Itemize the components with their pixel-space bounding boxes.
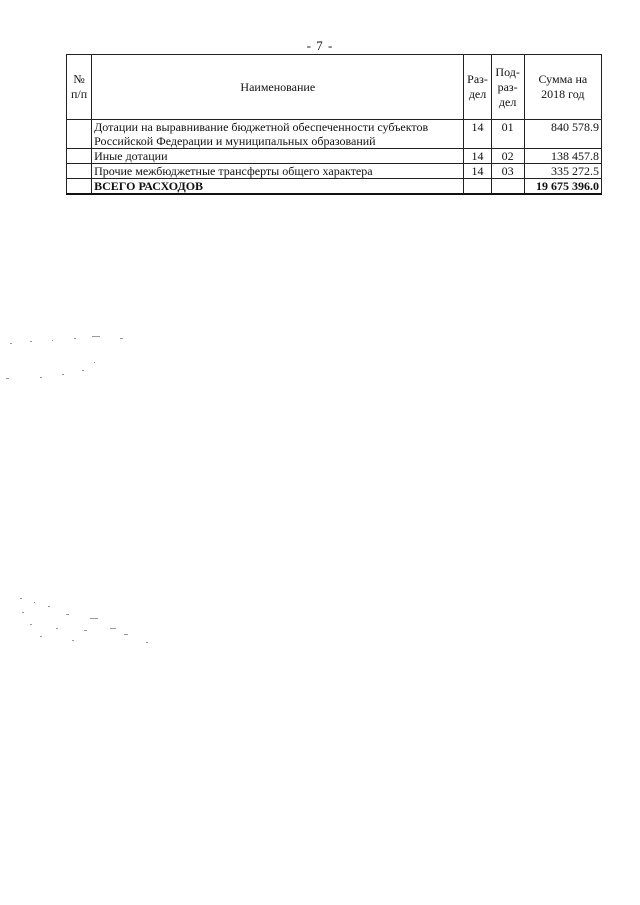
header-number: № п/п [67,55,92,120]
row-podrazdel: 02 [491,149,524,164]
header-sum: Сумма на 2018 год [524,55,601,120]
total-sum: 19 675 396.0 [524,179,601,195]
row-podrazdel: 01 [491,120,524,149]
row-name: Иные дотации [92,149,464,164]
row-sum: 138 457.8 [524,149,601,164]
page-number: - 7 - [306,38,334,53]
row-razdel: 14 [464,120,491,149]
header-podrazdel: Под- раз- дел [491,55,524,120]
header-name: Наименование [92,55,464,120]
row-razdel: 14 [464,149,491,164]
row-name: Прочие межбюджетные трансферты общего характера [92,164,464,179]
row-sum: 840 578.9 [524,120,601,149]
row-razdel: 14 [464,164,491,179]
row-sum: 335 272.5 [524,164,601,179]
header-razdel: Раз- дел [464,55,491,120]
total-label: ВСЕГО РАСХОДОВ [92,179,464,195]
row-podrazdel: 03 [491,164,524,179]
row-name: Дотации на выравнивание бюджетной обеспеченности субъектов Российской Федерации и муниципальных образований [92,120,464,149]
